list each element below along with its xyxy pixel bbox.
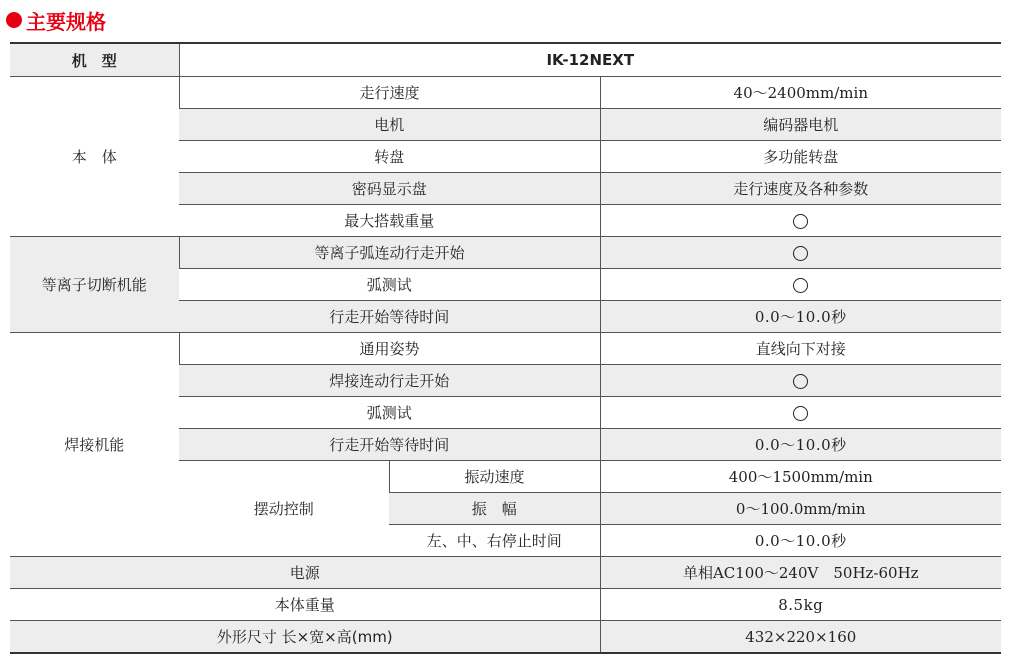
spec-item: 焊接连动行走开始 — [179, 365, 600, 397]
circle-mark-icon — [793, 374, 808, 389]
spec-value: 400～1500mm/min — [600, 461, 1001, 493]
spec-item: 外形尺寸 长×宽×高(mm) — [10, 621, 600, 654]
circle-mark-icon — [793, 406, 808, 421]
spec-item: 本体重量 — [10, 589, 600, 621]
spec-item: 转盘 — [179, 141, 600, 173]
spec-value — [600, 365, 1001, 397]
spec-item: 振 幅 — [389, 493, 600, 525]
circle-mark-icon — [793, 278, 808, 293]
spec-item: 电源 — [10, 557, 600, 589]
table-row — [10, 77, 1001, 109]
spec-item: 走行速度 — [179, 77, 600, 109]
group-label-welding: 焊接机能 — [10, 333, 179, 557]
spec-value — [600, 205, 1001, 237]
spec-value: 单相AC100～240V 50Hz-60Hz — [600, 557, 1001, 589]
section-title-text: 主要规格 — [26, 9, 106, 34]
spec-item: 等离子弧连动行走开始 — [179, 237, 600, 269]
spec-item: 左、中、右停止时间 — [389, 525, 600, 557]
group-label-plasma: 等离子切断机能 — [10, 237, 179, 333]
section-title — [6, 6, 106, 34]
spec-table — [10, 42, 1001, 654]
group-label-body: 本 体 — [10, 77, 179, 237]
table-row — [10, 589, 1001, 621]
spec-item: 行走开始等待时间 — [179, 301, 600, 333]
spec-value: 8.5kg — [600, 589, 1001, 621]
circle-mark-icon — [793, 246, 808, 261]
spec-value: 0.0～10.0秒 — [600, 301, 1001, 333]
spec-value — [600, 397, 1001, 429]
spec-value: 0～100.0mm/min — [600, 493, 1001, 525]
model-value-cell: IK-12NEXT — [179, 43, 1001, 77]
spec-value: 直线向下对接 — [600, 333, 1001, 365]
model-label-cell: 机 型 — [10, 43, 179, 77]
table-row — [10, 237, 1001, 269]
spec-value: 编码器电机 — [600, 109, 1001, 141]
swing-control-label: 摆动控制 — [179, 461, 389, 557]
table-row — [10, 557, 1001, 589]
spec-value: 40～2400mm/min — [600, 77, 1001, 109]
spec-value — [600, 237, 1001, 269]
spec-item: 通用姿势 — [179, 333, 600, 365]
table-row — [10, 621, 1001, 654]
spec-item: 电机 — [179, 109, 600, 141]
spec-value: 走行速度及各种参数 — [600, 173, 1001, 205]
spec-value — [600, 269, 1001, 301]
spec-item: 弧测试 — [179, 269, 600, 301]
spec-item: 密码显示盘 — [179, 173, 600, 205]
spec-item: 振动速度 — [389, 461, 600, 493]
header-row — [10, 43, 1001, 77]
spec-value: 0.0～10.0秒 — [600, 429, 1001, 461]
spec-value: 432×220×160 — [600, 621, 1001, 654]
spec-item: 行走开始等待时间 — [179, 429, 600, 461]
table-row — [10, 333, 1001, 365]
spec-value: 0.0～10.0秒 — [600, 525, 1001, 557]
spec-item: 最大搭载重量 — [179, 205, 600, 237]
circle-mark-icon — [793, 214, 808, 229]
spec-item: 弧测试 — [179, 397, 600, 429]
spec-value: 多功能转盘 — [600, 141, 1001, 173]
bullet-dot-icon — [6, 12, 22, 28]
